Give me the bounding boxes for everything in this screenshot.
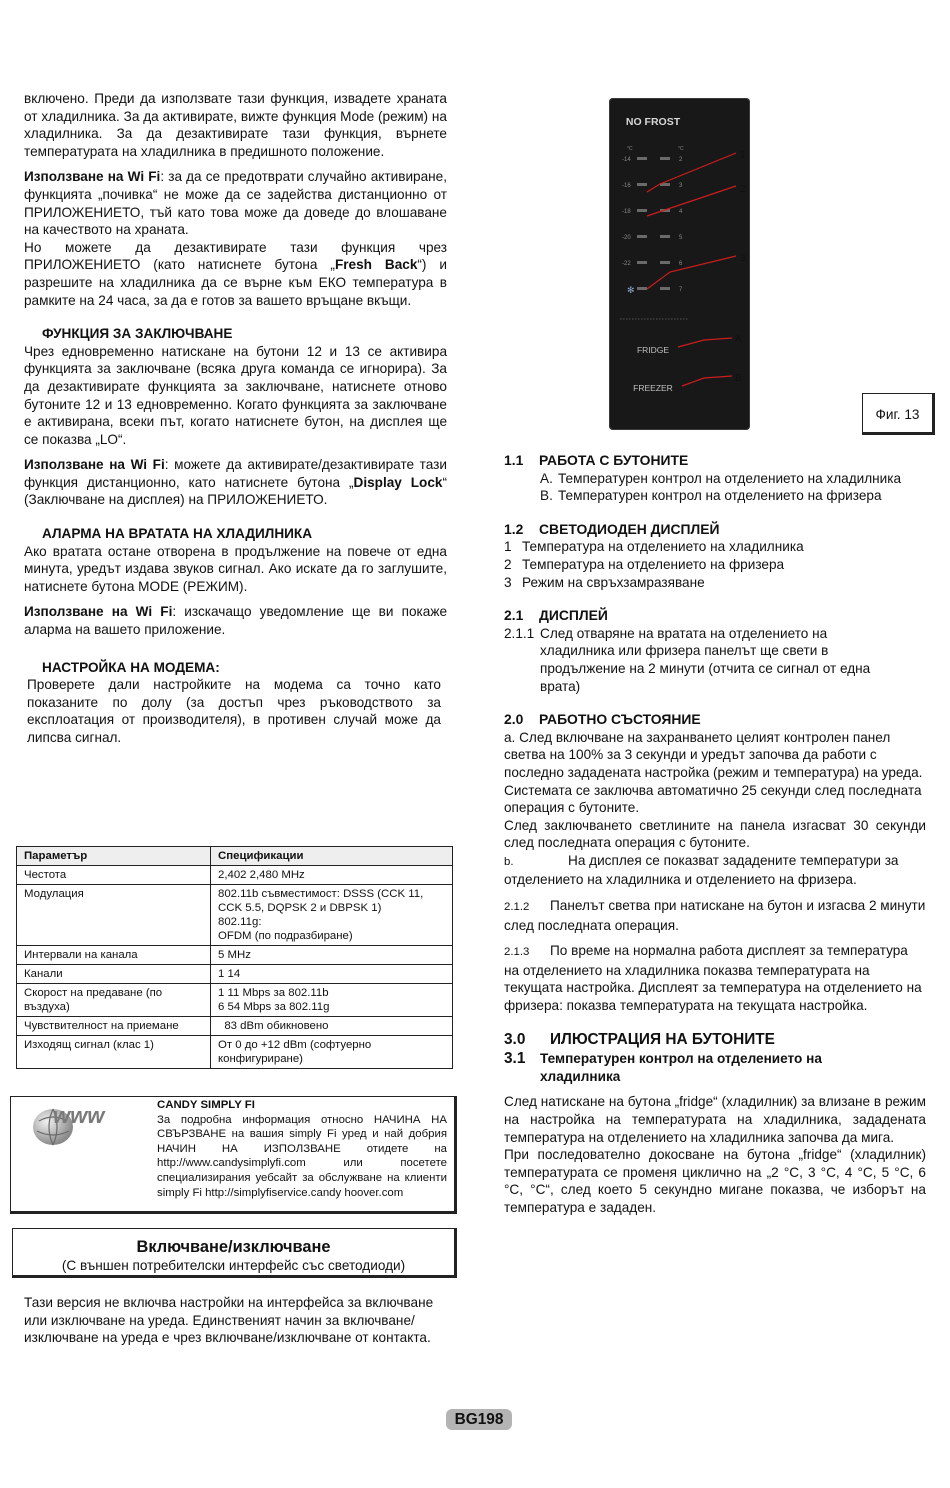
section-1-2-list — [504, 538, 926, 591]
section-2-1-1: 2.1.1 След отваряне на вратата на отделението на хладилника или фризера панелът ще свети в продължение на 2 минути (отчита се сигнал от една врата) — [504, 625, 871, 694]
modem-heading: НАСТРОЙКА НА МОДЕМА: — [42, 659, 220, 675]
fridge-temp-label: 3 — [679, 183, 683, 189]
led-rows — [622, 157, 683, 293]
table-header: Спецификации — [211, 847, 453, 866]
wifi-paragraph-3: Използване на Wi Fi: изскачащо уведомление ще ви покаже аларма на вашето приложение. — [24, 604, 448, 638]
freezer-temp-label: -22 — [622, 261, 631, 267]
section-2-0-heading: 2.0 РАБОТНО СЪСТОЯНИЕ — [504, 711, 701, 728]
table-cell: Канали — [17, 965, 211, 984]
svg-text:°C: °C — [627, 146, 633, 152]
list-item: 1 Температура на отделението на хладилника — [504, 539, 804, 555]
fridge-led — [660, 261, 670, 264]
www-globe-logo-icon — [27, 1101, 137, 1149]
callout-a: A — [735, 334, 742, 345]
fridge-led — [660, 157, 670, 160]
callout-1: 1 — [740, 150, 746, 161]
table-header-row — [17, 847, 453, 866]
modem-paragraph: Проверете дали настройките на модема са точно като показаните по долу (за достъп чрез ръководството за експлоатация от производителя), в противен случай може да липсва сигнал. — [27, 677, 441, 745]
candy-title: CANDY SIMPLY FI — [157, 1099, 255, 1111]
lock-heading: ФУНКЦИЯ ЗА ЗАКЛЮЧВАНЕ — [42, 326, 233, 342]
freezer-temp-label: -14 — [622, 157, 631, 163]
alarm-heading: АЛАРМА НА ВРАТАТА НА ХЛАДИЛНИКА — [42, 526, 313, 542]
table-row — [17, 1036, 453, 1069]
freezer-led — [637, 157, 647, 160]
callout-line-a — [678, 338, 732, 347]
list-item: 3 Режим на свръхзамразяване — [504, 574, 705, 590]
table-row — [17, 965, 453, 984]
table-cell: 802.11b съвместимост: DSSS (CCK 11, CCK 5.5, DQPSK 2 и DBPSK 1) 802.11g: OFDM (по подразбиране) — [211, 885, 453, 946]
fridge-led — [660, 287, 670, 290]
section-3-1-heading: 3.1 Температурен контрол на отделението на хладилника — [504, 1050, 822, 1084]
wifi-label: Използване на Wi Fi — [24, 604, 173, 620]
fridge-temp-label: 7 — [679, 287, 683, 293]
figure-label: Фиг. 13 — [862, 393, 935, 435]
candy-text — [157, 1098, 447, 1200]
list-item: B. Температурен контрол на отделението на фризера — [540, 488, 882, 504]
table-cell: 1 11 Mbps за 802.11b 6 54 Mbps за 802.11g — [211, 984, 453, 1017]
table-row — [17, 984, 453, 1017]
fridge-temp-label: 6 — [679, 261, 683, 267]
candy-simply-fi-box — [10, 1096, 457, 1214]
on-off-title: Включване/изключване — [136, 1238, 331, 1256]
callout-line-2 — [647, 186, 736, 216]
callout-line-b — [682, 376, 732, 386]
table-row — [17, 946, 453, 965]
freezer-led — [637, 183, 647, 186]
freezer-led — [637, 287, 647, 290]
lock-paragraph: Чрез едновременно натискане на бутони 12 и 13 се активира функцията за заключване (всяка друга команда се игнорира). За да дезактивирате функцията за заключване, натиснете отново бутоните 12 и 13 едновременно. Когато функцията за заключване е активирана, всеки път, когато натиснете бутон, на дисплея ще се показва „LO“. — [24, 343, 447, 447]
page-number: BG198 — [446, 1409, 512, 1430]
freezer-led — [637, 209, 647, 212]
fridge-led — [660, 235, 670, 238]
candy-paragraph: За подробна информация относно НАЧИНА НА СВЪРЗВАНЕ на вашия simply Fi уред и най добрия НАЧИН НА ИЗПОЛЗВАНЕ отидете на http://www.candysimplyfi.com или посетете специализирания уебсайт за обслужване на клиенти simply Fi http://simplyfiservice.candy hoover.com — [157, 1113, 447, 1199]
section-2-1-2: 2.1.2 Панелът светва при натискане на бутон и изгасва 2 минути след последната операция. — [504, 898, 926, 933]
freezer-led — [637, 261, 647, 264]
control-panel-graphic — [600, 96, 760, 396]
on-off-subtitle: (С външен потребителски интерфейс със светодиоди) — [61, 1258, 406, 1273]
table-cell: Изходящ сигнал (клас 1) — [17, 1036, 211, 1069]
fridge-temp-label: 2 — [679, 157, 683, 163]
table-row — [17, 885, 453, 946]
alarm-paragraph: Ако вратата остане отворена в продължение на повече от една минута, уредът издава звуков сигнал. Ако искате да го заглушите, натиснете бутона MODE (РЕЖИМ). — [24, 543, 447, 594]
section-1-1-heading: 1.1 РАБОТА С БУТОНИТЕ — [504, 452, 689, 468]
wifi-label: Използване на Wi Fi — [24, 169, 161, 185]
table-row — [17, 866, 453, 885]
section-2-0-lock: След заключването светлините на панела изгасват 30 секунди след последната операция с бутоните. — [504, 817, 926, 851]
svg-text:°C: °C — [678, 146, 684, 152]
section-2-0-a: a. След включване на захранването целият контролен панел светва на 100% за 3 секунди и уредът започва да работи с последно зададената настройка (режим и температура) на уреда. Системата се заключва автоматично 25 секунди след последната операция с бутоните. — [504, 729, 923, 816]
wifi-paragraph-1: Използване на Wi Fi: за да се предотврати случайно активиране, функцията „почивка“ не може да се задейства дистанционно от ПРИЛОЖЕНИЕТО, тъй като това може да доведе до влошаване на качеството на храната. — [24, 169, 447, 238]
section-3-0-heading: 3.0 ИЛЮСТРАЦИЯ НА БУТОНИТЕ — [504, 1030, 775, 1048]
freezer-button[interactable]: FREEZER — [633, 383, 673, 393]
freezer-temp-label: -20 — [622, 235, 631, 241]
svg-text:www: www — [53, 1103, 105, 1128]
section-3-1-paragraph-2: При последователно докосване на бутона „fridge“ (хладилник) температурата се променя циклично на „2 °C, 3 °C, 4 °C, 5 °C, 6 °C, °C“, след което 5 секундно мигане показва, че изборът на температура е зададен. — [504, 1147, 926, 1215]
table-cell: Честота — [17, 866, 211, 885]
freezer-temp-label: -16 — [622, 183, 631, 189]
wifi-paragraph-2: Използване на Wi Fi: можете да активирате/дезактивирате тази функция дистанционно, като натиснете бутона „Display Lock“ (Заключване на дисплея) на ПРИЛОЖЕНИЕТО. — [24, 457, 447, 508]
table-cell: Скорост на предаване (по въздуха) — [17, 984, 211, 1017]
table-cell: Интервали на канала — [17, 946, 211, 965]
no-frost-label: NO FROST — [625, 116, 681, 128]
fridge-temp-label: 4 — [679, 209, 683, 215]
callout-line-3 — [647, 256, 736, 289]
table-row — [17, 1017, 453, 1036]
freezer-led — [637, 235, 647, 238]
table-cell: 5 MHz — [211, 946, 453, 965]
section-1-1-list — [504, 470, 926, 505]
super-freeze-icon: ✻ — [627, 286, 635, 296]
modem-spec-table — [16, 846, 453, 1069]
table-cell: 2,402 2,480 MHz — [211, 866, 453, 885]
left-column — [24, 90, 447, 747]
intro-paragraph: включено. Преди да използвате тази функция, извадете храната от хладилника. За да активирате, вижте функция Mode (режим) на хладилника. За да дезактивирате тази функция, върнете температурата на хладилника в предишното положение. — [24, 91, 447, 159]
table-header: Параметър — [17, 847, 211, 866]
fridge-temp-label: 5 — [679, 235, 683, 241]
section-2-0-b: b. На дисплея се показват зададените температури за отделението на хладилника и отделението на фризера. — [504, 852, 899, 888]
wifi-label: Използване на Wi Fi — [24, 457, 165, 473]
list-item: 2 Температура на отделението на фризера — [504, 556, 785, 572]
display-lock-label: Display Lock — [353, 474, 443, 490]
table-cell: 83 dBm обикновено — [211, 1017, 453, 1036]
table-cell: От 0 до +12 dBm (софтуерно конфигуриране) — [211, 1036, 453, 1069]
wifi-paragraph-1b: Но можете да дезактивирате тази функция чрез ПРИЛОЖЕНИЕТО (като натиснете бутона „Fresh Back“) и разрешите на хладилника да се върне към ЕКО температура в рамките на 24 часа, за да е готов за вашето връщане вкъщи. — [24, 239, 447, 308]
list-item: A. Температурен контрол на отделението на хладилника — [540, 470, 902, 486]
freezer-temp-label: -18 — [622, 209, 631, 215]
section-3-1-paragraph-1: След натискане на бутона „fridge“ (хладилник) за влизане в режим на настройка на температурата на хладилника, зададената температура на отделението на хладилника започва да мига. — [504, 1094, 926, 1145]
on-off-paragraph: Тази версия не включва настройки на интерфейса за включване или изключване на уреда. Единственият начин за включване/изключване на уреда е чрез включване/изключване от контакта. — [24, 1295, 434, 1346]
callout-b: B — [735, 373, 742, 384]
fridge-button[interactable]: FRIDGE — [636, 345, 670, 355]
fresh-back-label: Fresh Back — [334, 257, 418, 273]
table-cell: Модулация — [17, 885, 211, 946]
table-cell: Чувствителност на приемане — [17, 1017, 211, 1036]
on-off-box — [12, 1228, 457, 1278]
section-2-1-3: 2.1.3 По време на нормална работа дисплеят за температура на отделението на хладилника показва температурата на текущата настройка. Дисплеят за температура на отделението на фризера: показва температурата на текущата настройка. — [504, 943, 922, 1014]
callout-3: 3 — [740, 253, 746, 264]
right-column — [504, 452, 926, 1217]
section-2-1-heading: 2.1 ДИСПЛЕЙ — [504, 607, 608, 624]
callout-2: 2 — [740, 184, 746, 195]
section-1-2-heading: 1.2 СВЕТОДИОДЕН ДИСПЛЕЙ — [504, 520, 720, 537]
table-cell: 1 14 — [211, 965, 453, 984]
